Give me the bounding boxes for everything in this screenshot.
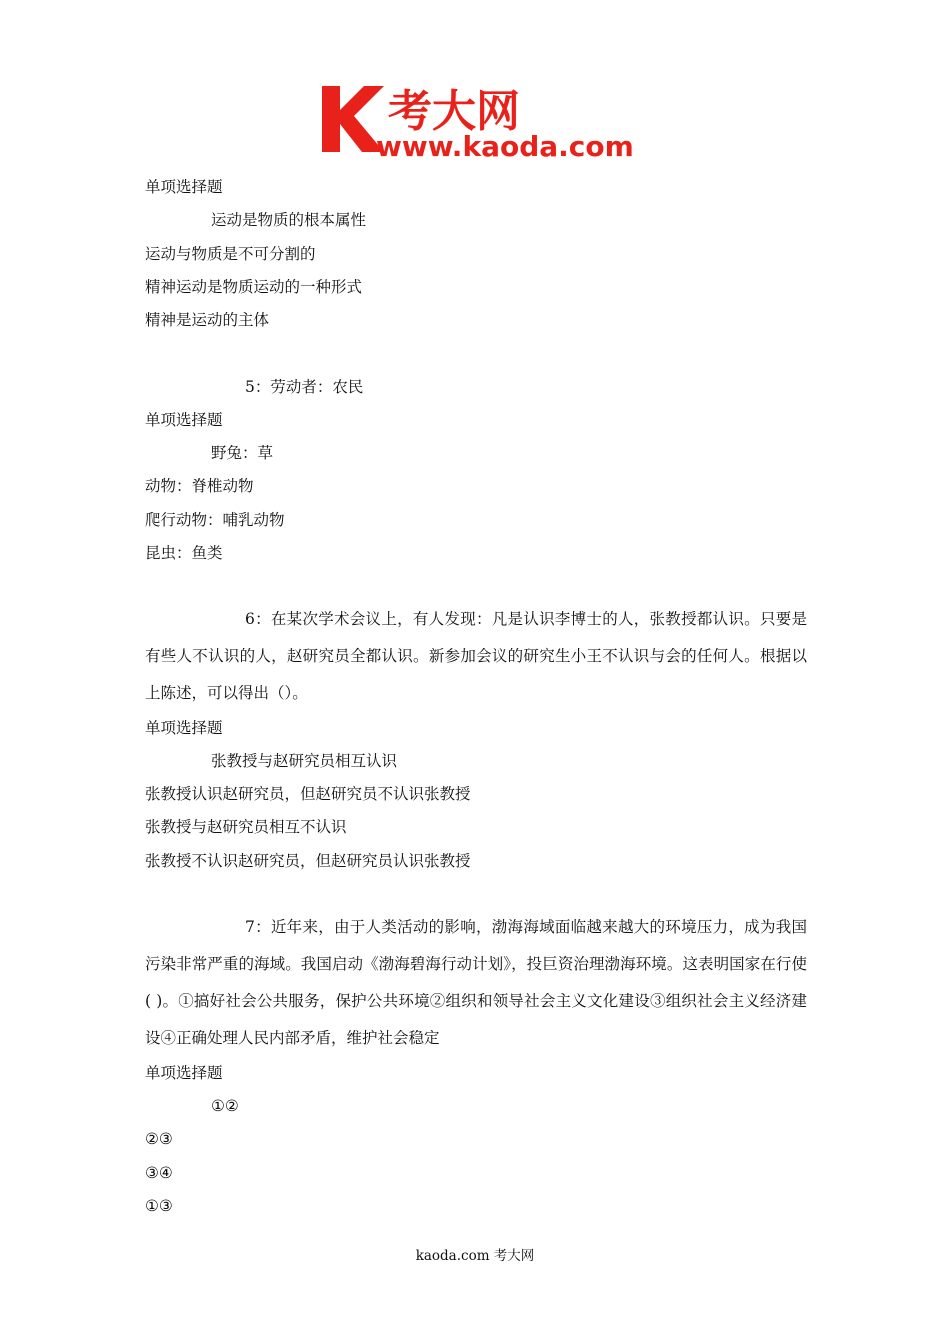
q6-option-c: 张教授与赵研究员相互不认识 <box>145 818 347 836</box>
q4-option-d: 精神是运动的主体 <box>145 311 270 329</box>
q5-option-d: 昆虫：鱼类 <box>145 544 223 562</box>
q5-option-c: 爬行动物：哺乳动物 <box>145 511 285 529</box>
q4-type: 单项选择题 <box>145 178 223 196</box>
q7-option-b: ②③ <box>145 1130 173 1148</box>
q7-stem-text: 7：近年来，由于人类活动的影响，渤海海域面临越来越大的环境压力，成为我国污染非常严重的海域。我国启动《渤海碧海行动计划》，投巨资治理渤海环境。这表明国家在行使( )。①搞好社会公共服务，保护公共环境②组织和领导社会主义文化建设③组织社会主义经济建设④正确处理人民内部矛盾，维护社会稳定 <box>145 918 807 1047</box>
logo-cn-text: 考大网 <box>388 86 520 137</box>
q6-option-d: 张教授不认识赵研究员，但赵研究员认识张教授 <box>145 852 471 870</box>
q5-type: 单项选择题 <box>145 411 223 429</box>
q6-stem <box>145 601 807 712</box>
q7-type: 单项选择题 <box>145 1064 223 1082</box>
q7-option-a: ①② <box>211 1097 239 1115</box>
q5-stem: 5：劳动者：农民 <box>245 378 364 396</box>
q4-option-c: 精神运动是物质运动的一种形式 <box>145 278 363 296</box>
q6-option-b: 张教授认识赵研究员，但赵研究员不认识张教授 <box>145 785 471 803</box>
q7-option-c: ③④ <box>145 1164 173 1182</box>
logo-url-text: www.kaoda.com <box>376 130 634 160</box>
kaoda-logo <box>318 80 638 160</box>
q7-stem <box>145 909 807 1057</box>
q6-type: 单项选择题 <box>145 719 223 737</box>
q5-option-a: 野兔：草 <box>211 444 274 462</box>
q5-option-b: 动物：脊椎动物 <box>145 477 254 495</box>
q4-option-b: 运动与物质是不可分割的 <box>145 245 316 263</box>
page-footer: kaoda.com 考大网 <box>415 1248 535 1264</box>
q7-option-d: ①③ <box>145 1197 173 1215</box>
q4-option-a: 运动是物质的根本属性 <box>211 211 367 229</box>
q6-stem-text: 6：在某次学术会议上，有人发现：凡是认识李博士的人，张教授都认识。只要是有些人不认识的人，赵研究员全都认识。新参加会议的研究生小王不认识与会的任何人。根据以上陈述，可以得出（）。 <box>145 610 807 702</box>
q6-option-a: 张教授与赵研究员相互认识 <box>211 752 398 770</box>
logo-graphic <box>318 80 638 160</box>
logo-k-mark <box>322 86 384 152</box>
